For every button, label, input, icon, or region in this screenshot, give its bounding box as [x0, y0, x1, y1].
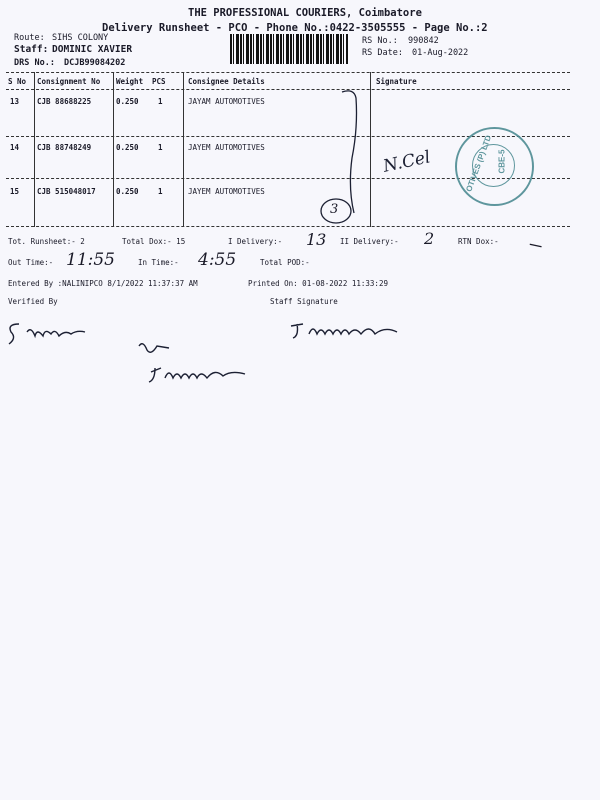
stamp-ring-text: OTIVES (P) LTD [464, 134, 494, 193]
nc-handwritten-note: N.Cel [381, 147, 433, 177]
col-divider [183, 72, 184, 227]
ii-delivery-label: II Delivery:- [340, 237, 399, 246]
row-14-consignee: JAYEM AUTOMOTIVES [188, 143, 265, 152]
col-header-weight: Weight [116, 77, 144, 86]
printed-on: Printed On: 01-08-2022 11:33:29 [248, 279, 388, 288]
entered-by: Entered By :NALINIPCO 8/1/2022 11:37:37 AM [8, 279, 198, 288]
staff-signature [285, 316, 410, 344]
col-header-signature: Signature [376, 77, 417, 86]
verified-by-label: Verified By [8, 297, 58, 306]
row-15-consignment: CJB 515048017 [37, 187, 96, 196]
verifier-signature [5, 318, 90, 348]
stamp-center-text: CBE-5 [497, 149, 507, 174]
staff-signature-label: Staff Signature [270, 297, 338, 306]
row-13-pcs: 1 [158, 97, 163, 106]
circled-number: 3 [330, 202, 339, 217]
in-time-handwritten: 4:55 [198, 250, 237, 270]
total-dox: Total Dox:- 15 [122, 237, 186, 246]
rs-no-label: RS No.: [362, 36, 398, 46]
col-header-consignment: Consignment No [37, 77, 101, 86]
row-15-consignee: JAYEM AUTOMOTIVES [188, 187, 265, 196]
company-stamp [455, 127, 534, 206]
rs-date-value: 01-Aug-2022 [412, 48, 469, 58]
out-time-label: Out Time:- [8, 258, 54, 267]
table-header-rule [6, 89, 570, 90]
col-header-consignee: Consignee Details [188, 77, 265, 86]
row-13-weight: 0.250 [116, 97, 139, 106]
ii-delivery-handwritten: 2 [424, 229, 435, 248]
row-14-weight: 0.250 [116, 143, 139, 152]
row-15-weight: 0.250 [116, 187, 139, 196]
total-pod-label: Total POD:- [260, 258, 310, 267]
i-delivery-label: I Delivery:- [228, 237, 283, 246]
col-header-sno: S No [8, 77, 27, 86]
row-15-pcs: 1 [158, 187, 163, 196]
row-15-sno: 15 [10, 187, 20, 196]
col-divider [370, 72, 371, 227]
out-time-handwritten: 11:55 [66, 250, 115, 270]
company-title: THE PROFESSIONAL COURIERS, Coimbatore [188, 7, 422, 19]
drs-value: DCJB99084202 [64, 58, 126, 68]
staff-signature-2 [135, 336, 260, 386]
runsheet-title: Delivery Runsheet - PCO - Phone No.:0422-3505555 - Page No.:2 [102, 22, 488, 34]
rs-date-label: RS Date: [362, 48, 403, 58]
route-label: Route: [14, 33, 45, 43]
table-bottom-rule [6, 226, 570, 227]
rtn-dox-handwritten: — [527, 231, 545, 257]
col-divider [34, 72, 35, 227]
row-14-sno: 14 [10, 143, 20, 152]
rtn-dox-label: RTN Dox:- [458, 237, 499, 246]
col-divider [113, 72, 114, 227]
row-13-sno: 13 [10, 97, 20, 106]
in-time-label: In Time:- [138, 258, 179, 267]
row-14-consignment: CJB 88748249 [37, 143, 92, 152]
row-13-consignee: JAYAM AUTOMOTIVES [188, 97, 265, 106]
rs-no-value: 990842 [408, 36, 439, 46]
table-top-rule [6, 72, 570, 73]
staff-label: Staff: [14, 44, 49, 55]
tot-runsheet: Tot. Runsheet:- 2 [8, 237, 85, 246]
staff-value: DOMINIC XAVIER [52, 44, 133, 55]
drs-label: DRS No.: [14, 58, 55, 68]
route-value: SIHS COLONY [52, 33, 109, 43]
barcode [230, 34, 348, 64]
row-14-pcs: 1 [158, 143, 163, 152]
row-13-consignment: CJB 88688225 [37, 97, 92, 106]
i-delivery-handwritten: 13 [306, 230, 327, 249]
col-header-pcs: PCS [152, 77, 166, 86]
